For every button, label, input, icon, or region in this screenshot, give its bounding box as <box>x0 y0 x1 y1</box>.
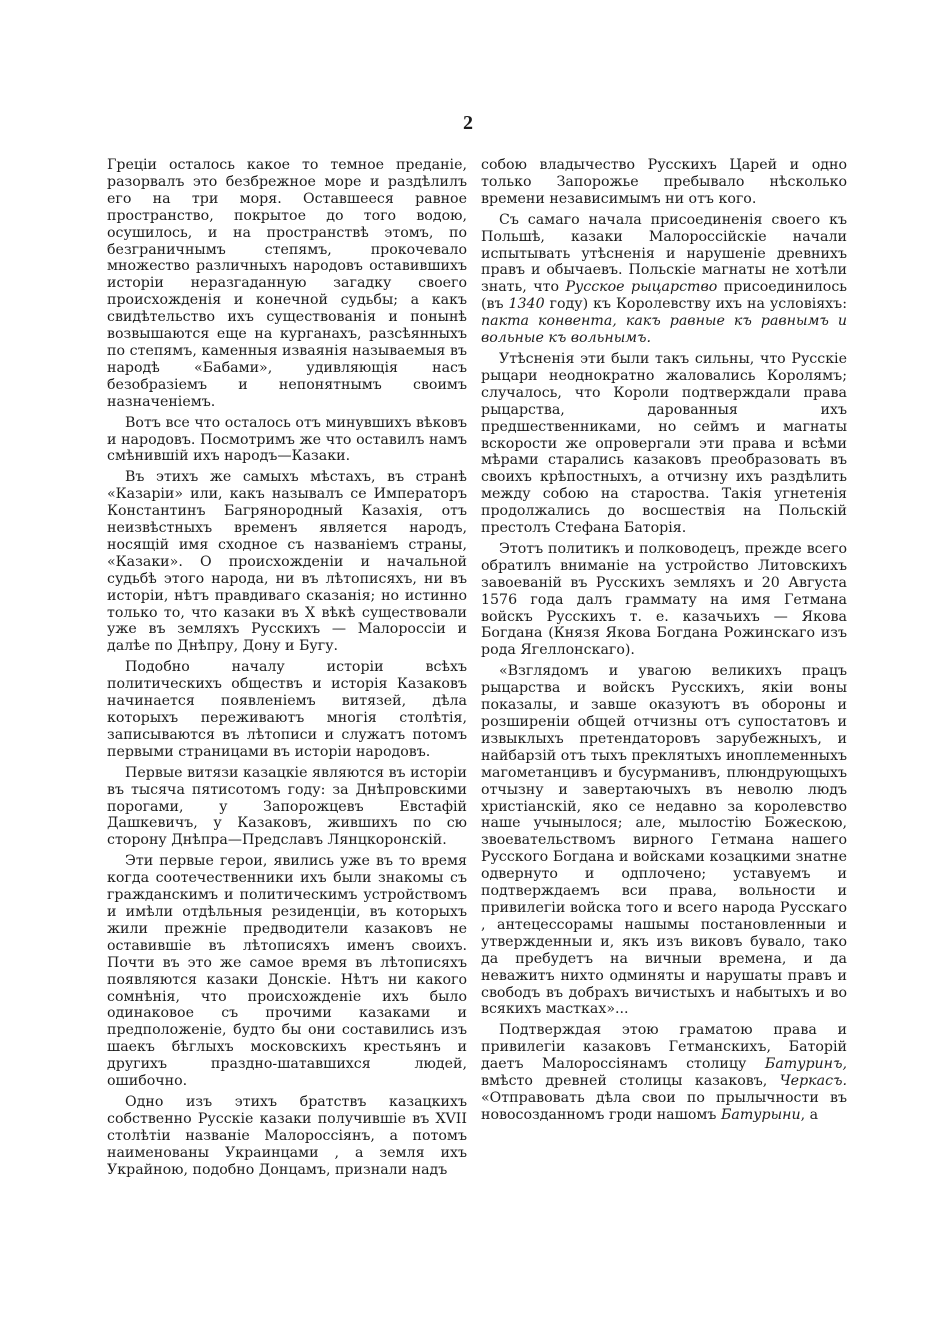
text-run: Этотъ политикъ и полководецъ, прежде всего обратилъ вниманіе на устройство Литовскихъ завоеваній въ Русскихъ земляхъ и 20 Августа 1576 года далъ граммату на имя Гетмана войскъ Русскихъ т. е. казачьихъ — Якова Богдана (Князя Якова Богдана Рожинскаго изъ рода Ягеллонскаго). <box>481 540 847 659</box>
paragraph <box>481 1022 847 1123</box>
text-run: Въ этихъ же самыхъ мѣстахъ, въ странѣ «Казаріи» или, какъ называлъ се Императоръ Константинъ Багрянородный Казахія, отъ неизвѣстныхъ временъ является народъ, носящій имя сходное съ названіемъ страны, «Казаки». О происхожденіи и начальной судьбѣ этого народа, ни въ лѣтописяхъ, ни въ исторіи, нѣтъ правдиваго сказанія; но истинно только то, что казаки въ X вѣкѣ существовали уже въ земляхъ Русскихъ — Малороссіи и далѣе по Днѣпру, Дону и Бугу. <box>107 469 467 655</box>
paragraph <box>107 1094 467 1179</box>
text-run: Одно изъ этихъ братствъ казацкихъ собственно Русскіе казаки получившіе въ XVII столѣтіи названіе Малороссіянъ, а потомъ наименованы Украинцами , а земля ихъ Украйною, подобно Донцамъ, признали надъ <box>107 1093 467 1178</box>
paragraph <box>481 663 847 1018</box>
text-run: Вотъ все что осталось отъ минувшихъ вѣковъ и народовъ. Посмотримъ же что оставилъ намъ смѣнившій ихъ народъ—Казаки. <box>107 414 467 465</box>
text-run: Утѣсненія эти были такъ сильны, что Русскіе рыцари неоднократно жаловались Королямъ; случалось, что Короли подтверждали права рыцарства, дарованныя ихъ предшественниками, но сеймъ и магнаты вскорости же опровергали эти права и всѣми мѣрами старались казаковъ преобразовать въ своихъ крѣпостныхъ, а отчизну ихъ раздѣлить между собою на староства. Такія угнетенія продолжались до восшествія на Польскій престолъ Стефана Баторія. <box>481 350 847 537</box>
italic-text: Русское рыцарство <box>565 279 718 296</box>
text-run: Греціи осталось какое то темное преданіе, разорвалъ это безбрежное море и раздѣлилъ его на три моря. Оставшееся равное пространство, покрытое до того водою, осушилось, и на пространствѣ этомъ, по безграничнымъ степямъ, прокочевало множество различныхъ народовъ оставившихъ исторіи неразгаданную загадку своего происхожденія и конечной судьбы; а какъ свидѣтельство ихъ существованія и понынѣ возвышаются еще на курганахъ, разсѣянныхъ по степямъ, каменныя изваянія называемыя въ народѣ «Бабами», удивляющія насъ безобразіемъ и непонятнымъ своимъ назначеніемъ. <box>107 157 467 410</box>
text-run: , а <box>800 1106 819 1123</box>
text-run: Подобно началу исторіи всѣхъ политическихъ обществъ и исторія Казаковъ начинается появленіемъ витязей, дѣла которыхъ переживаютъ многія столѣтія, записываются въ лѣтописи и служатъ потомъ первыми страницами въ исторіи народовъ. <box>107 659 467 760</box>
paragraph <box>481 351 847 537</box>
italic-text: Батуринъ, <box>764 1056 847 1073</box>
right-column <box>481 157 847 1128</box>
paragraph <box>107 659 467 760</box>
italic-text: Черкасъ. <box>779 1073 847 1090</box>
italic-text: 1340 <box>508 296 545 313</box>
paragraph <box>107 469 467 655</box>
text-run: Первые витязи казацкіе являются въ исторіи въ тысяча пятисотомъ году: за Днѣпровскими порогами, у Запорожцевъ Евстафій Дашкевичъ, у Казаковъ, жившихъ по сю сторону Днѣпра—Предславъ Лянцкоронскій. <box>107 764 467 849</box>
text-run: «Взглядомъ и увагою великихъ працъ рыцарства и войскъ Русскихъ, якіи воны показалы, и завше оказуютъ въ обороны и розширеніи общей отчизны отъ супостатовъ и извыклыхъ претендаторовъ зарубежныхъ, и найбарзій отъ тыхъ преклятыхъ иноплеменныхъ магометанцивъ и бусурманивъ, плюндрующыхъ отчызну и завертаючыхъ въ неволю людъ христіанскій, яко се недавно за королевство наше учынылося; але, мылостію Божескою, звоевательствомъ вирного Гетмана нашего Русского Богдана и войсками козацкими знатне одвернуто и одплочено; уставуемъ и подтверждаемъ вси права, вольности и привилегіи войска того и всего народа Русскаго , антецессорамы нашымы постановленныи и утвержденныи и, якъ изъ виковъ бувало, тако да пребудетъ на вичныи времена, и да неважитъ нихто одминяты и нарушаты правъ и свободъ въ добрахъ вичистыхъ и набытыхъ и во всякихъ мастках»... <box>481 663 847 1018</box>
text-run: Подтверждая этою граматою права и привилегіи казаковъ Гетманскихъ, Баторій даетъ Малороссіянамъ столицу <box>481 1022 847 1073</box>
text-run: вмѣсто древней столицы казаковъ, <box>481 1073 780 1090</box>
paragraph <box>481 541 847 659</box>
text-run: собою владычество Русскихъ Царей и одно только Запорожье пребывало нѣсколько времени независимымъ ни отъ кого. <box>481 157 847 207</box>
paragraph <box>107 415 467 466</box>
text-run: «Отправовать дѣла свои по прылычности въ новосозданномъ гроди нашомъ <box>481 1089 847 1123</box>
text-run: Съ самаго начала присоединенія своего къ Польшѣ, казаки Малороссійскіе начали испытывать утѣсненія и нарушеніе древнихъ правъ и обычаевъ. Польскіе магнаты не хотѣли знать, что <box>481 211 847 296</box>
text-run: Эти первые герои, явились уже въ то время когда соотечественники ихъ были знакомы съ гражданскимъ и политическимъ устройствомъ и имѣли отдѣльныя резиденціи, въ которыхъ жили прежніе предводители казаковъ не оставившіе въ лѣтописяхъ именъ своихъ. Почти въ это же самое время въ лѣтописяхъ появляются казаки Донскіе. Нѣтъ ни какого сомнѣнія, что происхожденіе ихъ было одинаковое съ прочими казаками и предположеніе, будто бы они составились изъ шаекъ бѣглыхъ московскихъ крестьянъ и другихъ праздно-шатавшихся людей, ошибочно. <box>107 853 467 1090</box>
italic-text: Батурыни <box>720 1106 801 1123</box>
text-run: присоединилось (въ <box>481 279 847 313</box>
left-column <box>107 157 467 1182</box>
paragraph <box>107 765 467 850</box>
text-run: году) къ Королевству ихъ на условіяхъ: <box>544 296 847 313</box>
page-number: 2 <box>463 112 473 134</box>
paragraph <box>481 212 847 347</box>
paragraph <box>107 853 467 1090</box>
paragraph <box>481 157 847 208</box>
paragraph <box>107 157 467 411</box>
italic-text: пакта конвента, какъ равные къ равнымъ и вольные къ вольнымъ. <box>481 313 847 347</box>
